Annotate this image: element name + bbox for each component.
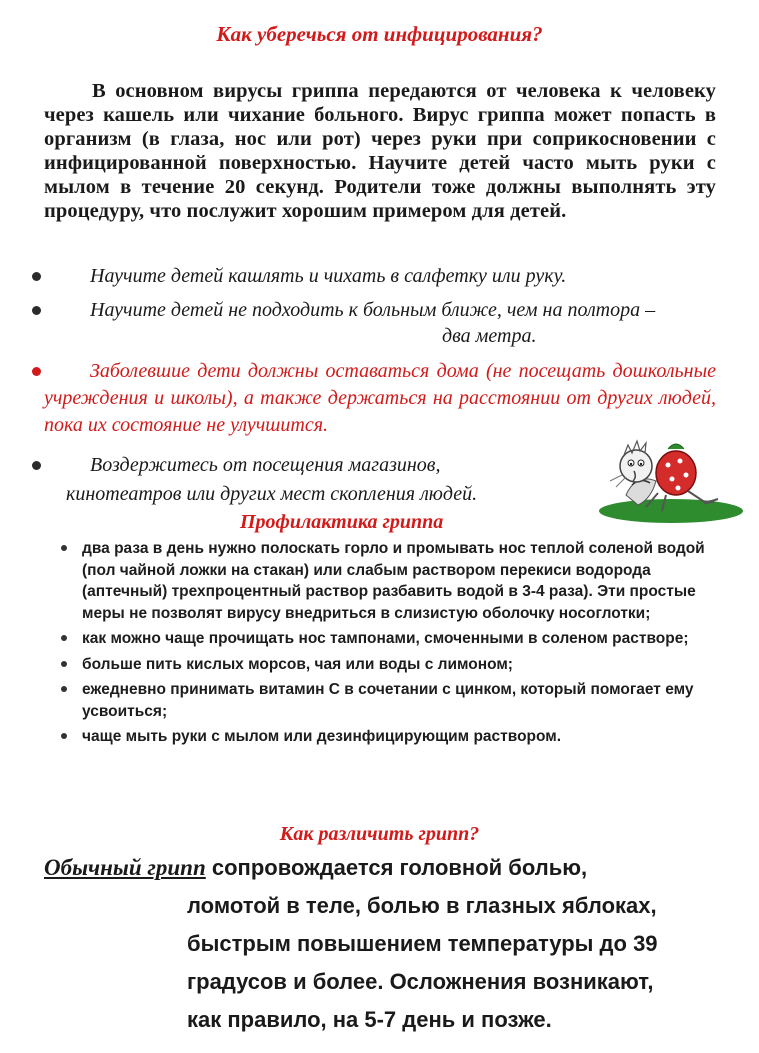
bullet-icon [61,661,67,667]
symptoms-lead: Обычный грипп [44,855,206,880]
tip-crowds-line2: кинотеатров или других мест скопления людей. [66,483,478,505]
bullet-icon [32,306,41,315]
list-item: как можно чаще прочищать нос тампонами, смоченными в соленом растворе; [76,628,726,650]
title-prevention: Профилактика гриппа [240,511,444,533]
tip-crowds [44,451,564,509]
symptoms-paragraph [44,849,704,1039]
symptoms-line3: быстрым повышением температуры до 39 [187,931,658,956]
list-item: больше пить кислых морсов, чая или воды с лимоном; [76,654,726,676]
bullet-icon [61,545,67,551]
title-protect: Как уберечься от инфицирования? [216,22,543,46]
tip-cough [44,263,716,289]
symptoms-line5: как правило, на 5-7 день и позже. [187,1007,552,1032]
tip-sick-home [44,358,716,439]
sick-virus-character-icon [596,433,746,525]
tip-crowds-line1: Воздержитесь от посещения магазинов, [90,454,441,476]
symptoms-line4: градусов и более. Осложнения возникают, [187,969,654,994]
prevention-list [76,538,726,752]
bullet-icon [61,733,67,739]
tip-sick-home-text: Заболевшие дети должны оставаться дома (не посещать дошкольные учреждения и школы), а также держаться на расстоянии от других людей, пока их состояние не улучшится. [44,360,716,436]
bullet-icon [32,272,41,281]
intro-paragraph: В основном вирусы гриппа передаются от человека к человеку через кашель или чихание больного. Вирус гриппа может попасть в организм (в глаза, нос или рот) через руки при соприкосновении с инфицированной поверхностью. Научите детей часто мыть руки с мылом в течение 20 секунд. Родители тоже должны выполнять эту процедуру, что послужит хорошим примером для детей. [44,80,716,222]
tip-distance-line2: два метра. [442,325,537,347]
tip-distance-line1: Научите детей не подходить к больным ближе, чем на полтора – [90,299,656,321]
list-item: два раза в день нужно полоскать горло и промывать нос теплой соленой водой (пол чайной ложки на стакан) или слабым раствором перекиси водорода (аптечный) трехпроцентный раствор разбавить водой в 3-4 раза). Эти простые меры не позволят вирусу внедриться в слизистую оболочку носоглотки; [76,538,726,624]
list-item: чаще мыть руки с мылом или дезинфицирующим раствором. [76,726,726,748]
bullet-icon [61,686,67,692]
tip-cough-text: Научите детей кашлять и чихать в салфетку или руку. [90,265,567,287]
title-distinguish: Как различить грипп? [279,823,480,845]
bullet-icon [32,461,41,470]
bullet-icon [61,635,67,641]
list-item: ежедневно принимать витамин С в сочетании с цинком, который помогает ему усвоиться; [76,679,726,722]
bullet-icon [32,367,41,376]
symptoms-line1: Обычный грипп сопровождается головной болью, [44,855,588,880]
tip-distance [44,297,716,349]
symptoms-line2: ломотой в теле, болью в глазных яблоках, [187,893,657,918]
